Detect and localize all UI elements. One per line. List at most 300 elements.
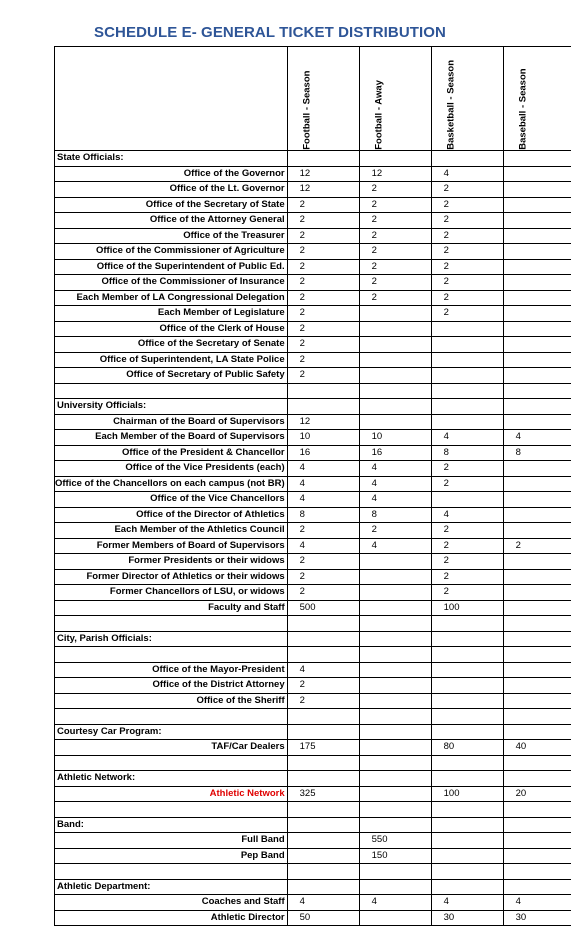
header-row [55,47,571,151]
row-label: Each Member of the Board of Supervisors [55,430,288,446]
table-row [55,538,571,554]
table-row [55,895,571,911]
value-cell: 12 [287,414,359,430]
column-header-label: Baseball - Season [516,67,528,150]
value-cell: 4 [287,662,359,678]
empty-cell [359,631,431,647]
table-row [55,492,571,508]
value-cell: 175 [287,740,359,756]
empty-cell [431,616,503,632]
table-row [55,786,571,802]
value-cell: 4 [359,476,431,492]
value-cell [359,740,431,756]
empty-cell [287,771,359,787]
value-cell: 150 [359,848,431,864]
empty-cell [431,631,503,647]
table-row [55,445,571,461]
value-cell [503,182,571,198]
value-cell [503,414,571,430]
value-cell [503,166,571,182]
value-cell: 2 [431,228,503,244]
value-cell: 2 [431,290,503,306]
value-cell: 2 [287,197,359,213]
value-cell [431,662,503,678]
value-cell: 2 [431,554,503,570]
value-cell [431,848,503,864]
value-cell [431,368,503,384]
value-cell: 2 [431,244,503,260]
value-cell: 2 [287,290,359,306]
empty-cell [503,647,571,663]
row-label: Each Member of the Athletics Council [55,523,288,539]
value-cell [503,600,571,616]
table-row [55,585,571,601]
value-cell [359,678,431,694]
table-row [55,290,571,306]
value-cell: 2 [359,228,431,244]
empty-cell [503,383,571,399]
table-row [55,197,571,213]
row-label: Office of the Secretary of Senate [55,337,288,353]
empty-cell [431,879,503,895]
table-row [55,414,571,430]
empty-cell [287,755,359,771]
value-cell [503,306,571,322]
empty-cell [503,631,571,647]
empty-cell [287,647,359,663]
table-row [55,740,571,756]
row-label: Office of the Vice Chancellors [55,492,288,508]
empty-cell [431,755,503,771]
value-cell: 2 [359,244,431,260]
row-label: Office of the Clerk of House [55,321,288,337]
value-cell: 2 [287,337,359,353]
value-cell [503,523,571,539]
value-cell: 2 [431,213,503,229]
value-cell [503,368,571,384]
section-heading: Band: [55,817,288,833]
value-cell: 2 [359,197,431,213]
table-row [55,507,571,523]
empty-cell [55,383,288,399]
value-cell: 12 [287,166,359,182]
value-cell: 50 [287,910,359,926]
empty-cell [359,399,431,415]
row-label: Office of the Attorney General [55,213,288,229]
value-cell: 4 [287,461,359,477]
value-cell [431,337,503,353]
empty-cell [359,879,431,895]
value-cell: 10 [287,430,359,446]
value-cell [359,368,431,384]
row-label: Office of the Commissioner of Agriculture [55,244,288,260]
empty-cell [55,755,288,771]
table-row [55,352,571,368]
empty-cell [287,399,359,415]
table-row [55,662,571,678]
value-cell: 2 [359,523,431,539]
value-cell [359,569,431,585]
value-cell [503,197,571,213]
section-heading: Athletic Network: [55,771,288,787]
column-header-label: Football - Season [300,70,312,150]
row-label: Office of the Superintendent of Public Ed. [55,259,288,275]
value-cell: 2 [431,585,503,601]
value-cell [503,678,571,694]
empty-cell [431,864,503,880]
value-cell: 2 [287,585,359,601]
value-cell: 4 [287,476,359,492]
row-label: Office of the Director of Athletics [55,507,288,523]
empty-cell [359,616,431,632]
value-cell: 2 [287,275,359,291]
value-cell: 2 [287,213,359,229]
value-cell [359,600,431,616]
blank-row [55,383,571,399]
value-cell: 2 [359,182,431,198]
value-cell [503,461,571,477]
value-cell [431,693,503,709]
table-row [55,306,571,322]
table-row [55,523,571,539]
empty-cell [503,709,571,725]
table-row [55,569,571,585]
empty-cell [55,709,288,725]
row-label: Former Director of Athletics or their widows [55,569,288,585]
row-label: Office of the Vice Presidents (each) [55,461,288,477]
table-row [55,259,571,275]
value-cell: 2 [287,523,359,539]
value-cell [503,507,571,523]
value-cell [503,848,571,864]
table-row [55,182,571,198]
table-row [55,600,571,616]
section-heading: City, Parish Officials: [55,631,288,647]
value-cell [359,693,431,709]
section-heading: State Officials: [55,151,288,167]
blank-row [55,616,571,632]
value-cell: 2 [287,352,359,368]
row-label: Each Member of LA Congressional Delegation [55,290,288,306]
value-cell: 16 [287,445,359,461]
empty-cell [431,399,503,415]
empty-cell [431,817,503,833]
value-cell: 2 [431,538,503,554]
value-cell: 2 [431,306,503,322]
empty-cell [55,616,288,632]
ticket-distribution-table [54,46,571,926]
table-row [55,368,571,384]
row-label: Full Band [55,833,288,849]
value-cell: 10 [359,430,431,446]
value-cell: 4 [359,461,431,477]
blank-row [55,802,571,818]
empty-cell [503,399,571,415]
section-row [55,817,571,833]
empty-cell [359,802,431,818]
value-cell [359,662,431,678]
value-cell [431,352,503,368]
row-label: Office of the Secretary of State [55,197,288,213]
row-label: Office of the Sheriff [55,693,288,709]
value-cell: 2 [287,259,359,275]
value-cell: 2 [431,461,503,477]
value-cell [359,306,431,322]
row-label: Office of the Commissioner of Insurance [55,275,288,291]
table-row [55,833,571,849]
empty-cell [55,802,288,818]
empty-cell [503,755,571,771]
value-cell: 2 [287,368,359,384]
empty-cell [287,802,359,818]
empty-cell [503,864,571,880]
value-cell [503,244,571,260]
value-cell: 4 [431,895,503,911]
table-row [55,244,571,260]
value-cell [359,910,431,926]
value-cell: 2 [503,538,571,554]
value-cell [359,554,431,570]
value-cell: 2 [359,213,431,229]
value-cell: 2 [359,259,431,275]
empty-cell [287,864,359,880]
empty-cell [359,709,431,725]
empty-cell [431,383,503,399]
value-cell: 2 [431,569,503,585]
value-cell: 2 [287,569,359,585]
value-cell: 2 [431,197,503,213]
value-cell [503,290,571,306]
value-cell: 4 [359,895,431,911]
value-cell: 4 [431,166,503,182]
value-cell: 2 [431,523,503,539]
row-label: Office of Secretary of Public Safety [55,368,288,384]
section-row [55,151,571,167]
value-cell [503,259,571,275]
value-cell: 4 [287,895,359,911]
empty-cell [287,879,359,895]
value-cell [503,352,571,368]
value-cell [359,786,431,802]
empty-cell [431,802,503,818]
value-cell: 2 [287,228,359,244]
value-cell [503,693,571,709]
empty-cell [503,151,571,167]
value-cell [503,554,571,570]
value-cell: 4 [287,538,359,554]
value-cell: 2 [287,554,359,570]
table-row [55,910,571,926]
row-label: Office of the Lt. Governor [55,182,288,198]
row-label: Office of the Governor [55,166,288,182]
empty-cell [287,817,359,833]
value-cell: 8 [359,507,431,523]
empty-cell [503,724,571,740]
table-row [55,228,571,244]
value-cell [287,848,359,864]
value-cell [503,585,571,601]
table-row [55,678,571,694]
empty-cell [359,755,431,771]
value-cell: 12 [287,182,359,198]
value-cell [503,337,571,353]
empty-cell [359,383,431,399]
value-cell: 100 [431,786,503,802]
empty-cell [503,616,571,632]
table-row [55,461,571,477]
empty-cell [359,724,431,740]
empty-cell [431,724,503,740]
value-cell: 80 [431,740,503,756]
value-cell: 2 [287,244,359,260]
table-row [55,213,571,229]
table-row [55,430,571,446]
empty-cell [359,864,431,880]
value-cell: 100 [431,600,503,616]
row-label: Athletic Network [55,786,288,802]
value-cell [503,228,571,244]
value-cell [503,569,571,585]
value-cell: 4 [503,430,571,446]
column-header [503,47,571,151]
page-title: SCHEDULE E- GENERAL TICKET DISTRIBUTION [94,24,446,41]
value-cell [431,321,503,337]
header-corner [55,47,288,151]
section-row [55,771,571,787]
value-cell: 30 [431,910,503,926]
value-cell: 2 [287,693,359,709]
empty-cell [359,151,431,167]
blank-row [55,647,571,663]
blank-row [55,864,571,880]
table-row [55,321,571,337]
column-header-label: Football - Away [372,79,384,150]
value-cell: 2 [287,678,359,694]
empty-cell [431,709,503,725]
table-row [55,848,571,864]
value-cell [431,492,503,508]
column-header [359,47,431,151]
row-label: Former Members of Board of Supervisors [55,538,288,554]
blank-row [55,755,571,771]
empty-cell [55,647,288,663]
empty-cell [503,771,571,787]
blank-row [55,709,571,725]
value-cell: 2 [359,290,431,306]
empty-cell [287,383,359,399]
row-label: Former Chancellors of LSU, or widows [55,585,288,601]
section-row [55,879,571,895]
value-cell [503,833,571,849]
section-row [55,631,571,647]
section-row [55,724,571,740]
value-cell [287,833,359,849]
value-cell: 8 [287,507,359,523]
value-cell [503,492,571,508]
empty-cell [503,879,571,895]
value-cell: 4 [503,895,571,911]
empty-cell [359,817,431,833]
row-label: Each Member of Legislature [55,306,288,322]
row-label: Coaches and Staff [55,895,288,911]
value-cell: 4 [359,538,431,554]
empty-cell [359,647,431,663]
section-heading: Athletic Department: [55,879,288,895]
value-cell [359,337,431,353]
value-cell: 2 [287,321,359,337]
value-cell: 12 [359,166,431,182]
column-header-label: Basketball - Season [444,59,456,150]
empty-cell [431,647,503,663]
value-cell: 2 [359,275,431,291]
row-label: Pep Band [55,848,288,864]
value-cell [359,321,431,337]
value-cell [503,321,571,337]
value-cell [359,585,431,601]
value-cell: 30 [503,910,571,926]
value-cell: 2 [431,259,503,275]
empty-cell [359,771,431,787]
value-cell: 20 [503,786,571,802]
value-cell: 4 [287,492,359,508]
column-header [431,47,503,151]
row-label: Office of the District Attorney [55,678,288,694]
empty-cell [287,631,359,647]
value-cell: 2 [431,182,503,198]
value-cell [503,476,571,492]
value-cell: 550 [359,833,431,849]
value-cell [503,275,571,291]
value-cell [503,662,571,678]
value-cell [431,414,503,430]
empty-cell [287,724,359,740]
row-label: Office of the President & Chancellor [55,445,288,461]
section-heading: Courtesy Car Program: [55,724,288,740]
row-label: Faculty and Staff [55,600,288,616]
value-cell: 2 [431,476,503,492]
value-cell: 4 [431,507,503,523]
value-cell [359,352,431,368]
empty-cell [55,864,288,880]
section-row [55,399,571,415]
value-cell: 8 [503,445,571,461]
table-row [55,476,571,492]
column-header [287,47,359,151]
value-cell [431,678,503,694]
row-label: Chairman of the Board of Supervisors [55,414,288,430]
value-cell: 4 [359,492,431,508]
row-label: Office of the Chancellors on each campus (not BR) [55,476,288,492]
value-cell [431,833,503,849]
empty-cell [431,771,503,787]
value-cell: 500 [287,600,359,616]
section-heading: University Officials: [55,399,288,415]
table-row [55,275,571,291]
value-cell: 40 [503,740,571,756]
value-cell [503,213,571,229]
value-cell [359,414,431,430]
value-cell: 2 [287,306,359,322]
empty-cell [503,817,571,833]
value-cell: 4 [431,430,503,446]
row-label: Office of the Mayor-President [55,662,288,678]
value-cell: 2 [431,275,503,291]
row-label: Athletic Director [55,910,288,926]
table-row [55,337,571,353]
empty-cell [503,802,571,818]
table-row [55,166,571,182]
empty-cell [431,151,503,167]
